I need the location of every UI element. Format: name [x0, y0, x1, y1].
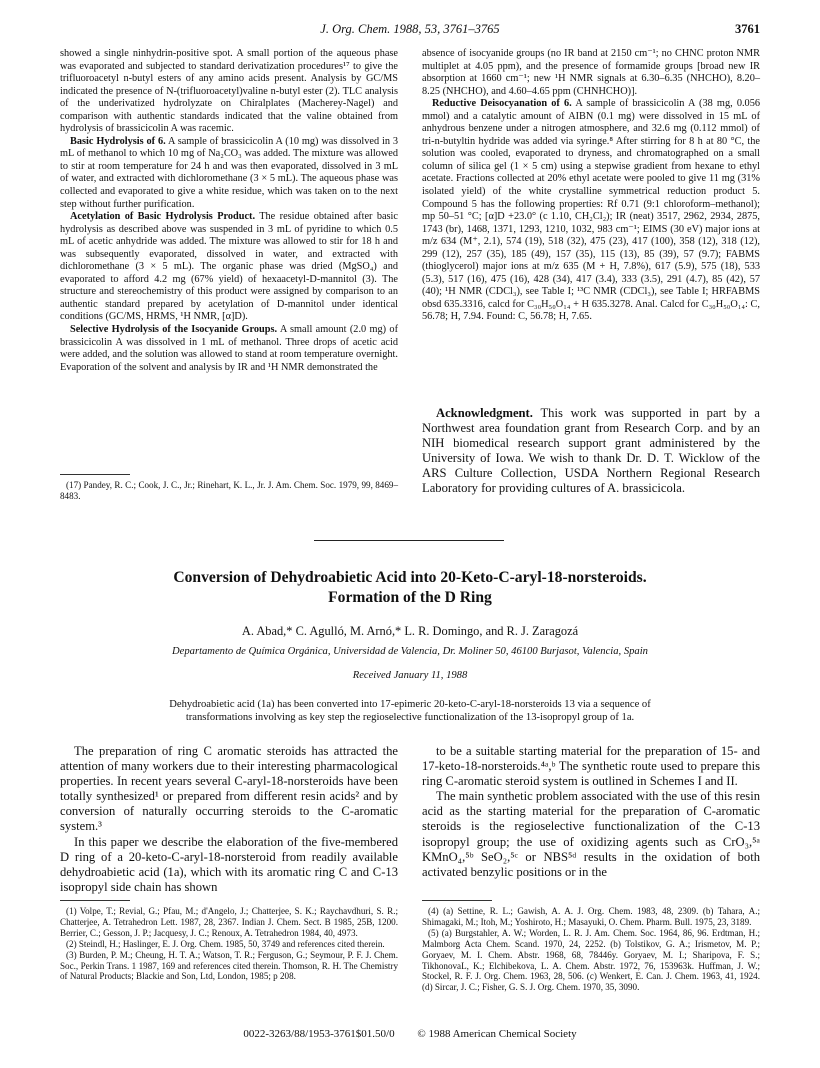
journal-citation: J. Org. Chem. 1988, 53, 3761–3765 — [320, 22, 500, 36]
title-line: Formation of the D Ring — [328, 589, 492, 606]
paragraph: Reductive Deisocyanation of 6. A sample of brassicicolin A (38 mg, 0.056 mmol) and a catalytic amount of AIBN (0.1 mg) were dissolved in 15 mL of anhydrous benzene under a nitrogen atmosphere, and 32.6 mg (0.112 mmol) of tri-n-butyltin hydride was added via syringe.⁸ After stirring for 8 h at 80 °C, the solution was cooled, evaporated to dryness, and chromatographed on a small column of silica gel (1 × 5 cm) using a stepwise gradient from hexane to ethyl acetate. Fractions collected at 20% ethyl acetate were pooled to give 11 mg (31% isolated yield) of the white crystalline symmetrical reduction product 5. Compound 5 has the following properties: Rf 0.71 (9:1 chloroform–methanol); mp 50–51 °C; [α]D +23.0° (c 1.10, CH₂Cl₂); IR (neat) 3517, 2962, 2934, 2875, 1743 (br), 1468, 1371, 1293, 1210, 1032, 983 cm⁻¹; EIMS (30 eV) major ions at m/z 634 (M⁺, 2.1), 574 (19), 518 (32), 475 (23), 417 (100), 358 (12), 318 (12), 299 (12), 257 (35), 185 (49), 157 (35), 115 (13), 85 (39), 57 (9.7); FABMS (thioglycerol) major ions at m/z 635 (M + H, 7.8%), 617 (5.9), 575 (18), 533 (5.3), 517 (16), 475 (16), 428 (34), 417 (3.4), 333 (3.5), 291 (4.7), 85 (42), 57 (40); ¹H NMR (CDCl₃), see Table I; ¹³C NMR (CDCl₃), see Table I; HRFABMS obsd 635.3316, calcd for C₃₀H₅₀O₁₄ + H 635.3278. Anal. Calcd for C₃₀H₅₀O₁₄: C, 56.78; H, 7.94. Found: C, 56.78; H, 7.65. — [422, 98, 760, 323]
footnote: (2) Steindl, H.; Haslinger, E. J. Org. Chem. 1985, 50, 3749 and references cited therein. — [66, 938, 385, 949]
footnote: (5) (a) Burgstahler, A. W.; Worden, L. R. J. Am. Chem. Soc. 1964, 86, 96. Erdtman, H.; Malmborg Acta Chem. Scand. 1970, 24, 2252. (b) Tolstikov, G. A.; Irismetov, M. P.; Goryaev, M. I. Chem. Abstr. 1968, 68, 78446y. Goryaev, M. I.; Sharipova, F. S.; TikhonovaL, K.; Elchibekova, L. A. Chem. Abstr. 1972, 76, 153963k. Huffman, J. W.; Stockel, R. F. J. Org. Chem. 1963, 28, 506. (c) Wenkert, E. Can. J. Chem. 1963, 41, 1924. (d) Sircar, J. C.; Fisher, G. S. J. Org. Chem. 1970, 35, 3090. — [422, 927, 760, 993]
article-right-footnotes — [422, 906, 760, 993]
paragraph: absence of isocyanide groups (no IR band at 2150 cm⁻¹; no CHNC proton NMR multiplet at 4.05 ppm), and the presence of formamide groups [broad new IR absorption at 1660 cm⁻¹; new ¹H NMR signals at 6.30–6.35 (NHCHO), 8.20–8.25 (NHCHO), and 4.60–4.65 ppm (CHNHCHO)]. — [422, 48, 760, 97]
footnote: (4) (a) Settine, R. L.; Gawish, A. A. J. Org. Chem. 1983, 48, 2309. (b) Tahara, A.; Shimagaki, M.; Itoh, M.; Yoshiroto, H.; Masayuki, O. Chem. Pharm. Bull. 1975, 23, 3189. — [422, 906, 760, 927]
footnote-rule — [60, 900, 130, 901]
acknowledgment: Acknowledgment. This work was supported in part by a Northwest area foundation grant from Research Corp. and by an NIH biomedical research support grant administered by the University of Iowa. We wish to thank Dr. D. T. Wicklow of the ARS Culture Collection, USDA Northern Regional Research Laboratory for providing cultures of A. brassicicola. — [422, 406, 760, 496]
paragraph: to be a suitable starting material for the preparation of 15- and 17-keto-18-norsteroids.⁴ᵃ,ᵇ The synthetic route used to prepare this ring C-aromatic steroid system is outlined in Schemes I and II. — [422, 744, 760, 789]
article-title — [60, 568, 760, 608]
page-footer — [0, 1028, 820, 1040]
received-date: Received January 11, 1988 — [352, 670, 468, 681]
article-code: 0022-3263/88/1953-3761$01.50/0 — [243, 1028, 395, 1040]
page-number: 3761 — [735, 22, 760, 36]
footnote-rule — [60, 474, 130, 475]
paragraph: Basic Hydrolysis of 6. A sample of brassicicolin A (10 mg) was dissolved in 3 mL of methanol to which 10 mg of Na₂CO₃ was added. The mixture was allowed to stir at room temperature for 24 h and was then evaporated, dissolved in 3 mL of water, and extracted with dichloromethane (3 × 5 mL). The aqueous phase was collected and evaporated to give a white residue, which was taken on to the next step without further purification. — [60, 135, 398, 210]
article-right-column — [422, 744, 760, 880]
run-in-heading: Reductive Deisocyanation of 6. — [432, 98, 572, 110]
abstract: Dehydroabietic acid (1a) has been converted into 17-epimeric 20-keto-C-aryl-18-norsteroids 13 via a sequence of transformations involving as key step the regioselective functionalization of the 13-isopropyl group of 1a. — [169, 699, 651, 723]
authors: A. Abad,* C. Agulló, M. Arnó,* L. R. Domingo, and R. J. Zaragozá — [241, 624, 579, 638]
affiliation: Departamento de Química Orgánica, Universidad de Valencia, Dr. Moliner 50, 46100 Burjasot, Valencia, Spain — [172, 646, 648, 657]
paragraph: The main synthetic problem associated with the use of this resin acid as the starting material for the preparation of C-aromatic steroids is the regioselective functionalization of the C-13 isopropyl group; the use of oxidizing agents such as CrO₃,⁵ᵃ KMnO₄,⁵ᵇ SeO₂,⁵ᶜ or NBS⁵ᵈ results in the oxidation of both activated benzylic positions or in the — [422, 789, 760, 879]
run-in-heading: Basic Hydrolysis of 6. — [70, 135, 166, 147]
article-left-footnotes — [60, 906, 398, 982]
title-line: Conversion of Dehydroabietic Acid into 20-Keto-C-aryl-18-norsteroids. — [173, 569, 647, 586]
paragraph: showed a single ninhydrin-positive spot. A small portion of the aqueous phase was evaporated and subjected to standard derivatization procedures¹⁷ to give the trifluoroacetyl n-butyl esters of any amino acids present. Analysis by GC/MS indicated the presence of N-(trifluoroacetyl)valine n-butyl ester (2). TLC analysis of the underivatized hydrolyzate on Chiralplates (Macherey-Nagel) and comparison with authentic standards indicated that the valine obtained from hydrolysis of brassicicolin A was racemic. — [60, 48, 398, 135]
prev-article-right-column — [422, 48, 760, 324]
footnote: (17) Pandey, R. C.; Cook, J. C., Jr.; Rinehart, K. L., Jr. J. Am. Chem. Soc. 1979, 99, 8469–8483. — [60, 480, 398, 501]
run-in-heading: Acknowledgment. — [436, 406, 533, 420]
footnote: (3) Burden, P. M.; Cheung, H. T. A.; Watson, T. R.; Ferguson, G.; Seymour, P. F. J. Chem. Soc., Perkin Trans. 1 1987, 169 and references cited therein. Thomson, R. H. The Chemistry of Natural Products; Blackie and Son, Ltd, London, 1985; p 208. — [60, 949, 398, 982]
footnote-rule — [422, 900, 492, 901]
copyright: © 1988 American Chemical Society — [417, 1028, 577, 1040]
run-in-heading: Selective Hydrolysis of the Isocyanide Groups. — [70, 324, 278, 336]
article-left-column — [60, 744, 398, 895]
paragraph: Selective Hydrolysis of the Isocyanide Groups. A small amount (2.0 mg) of brassicicolin A was dissolved in 1 mL of methanol. Three drops of acetic acid were added, and the solution was allowed to stand at room temperature overnight. Evaporation of the solvent and analysis by IR and ¹H NMR demonstrated the — [60, 324, 398, 373]
footnote: (1) Volpe, T.; Revial, G.; Pfau, M.; d'Angelo, J.; Chatterjee, S. K.; Raychavdhuri, S. R.; Chatterjee, A. Tetrahedron Lett. 1987, 28, 2367. Indian J. Chem. Sect. B 1985, 25B, 1200. Berrier, C.; Gesson, J. P.; Jacquesy, J. C.; Renoux, A. Tetrahedron 1984, 40, 4973. — [60, 906, 398, 938]
paragraph: In this paper we describe the elaboration of the five-membered D ring of a 20-keto-C-aryl-18-norsteroid from readily available dehydroabietic acid (1a), which with its aromatic ring C and C-13 isopropyl side chain has shown — [60, 834, 398, 894]
article-divider — [314, 540, 504, 541]
paragraph: Acetylation of Basic Hydrolysis Product. The residue obtained after basic hydrolysis as described above was suspended in 3 mL of pyridine to which 0.5 mL of acetic anhydride was added. The mixture was allowed to stir for 18 h and was subsequently evaporated, dissolved in water, and extracted with dichloromethane (3 × 5 mL). The organic phase was dried (MgSO₄) and evaporated to afford 4.2 mg (67% yield) of hexaacetyl-D-mannitol (3). The structure and stereochemistry of this product were assigned by comparison to an authentic standard prepared by acetylation of D-mannitol under identical conditions (GC/MS, HRMS, ¹H NMR, [α]D). — [60, 211, 398, 323]
prev-article-left-column — [60, 48, 398, 374]
paragraph: The preparation of ring C aromatic steroids has attracted the attention of many workers due to their interesting pharmacological properties. In recent years several C-aryl-18-norsteroids have been totally synthesized¹ or prepared from different resin acids² and by conversion of naturally occurring steroids to the C-aromatic system.³ — [60, 744, 398, 834]
running-head — [0, 22, 820, 38]
acknowledgment-section — [422, 406, 760, 497]
prev-article-footnotes — [60, 480, 398, 502]
run-in-heading: Acetylation of Basic Hydrolysis Product. — [70, 211, 256, 223]
